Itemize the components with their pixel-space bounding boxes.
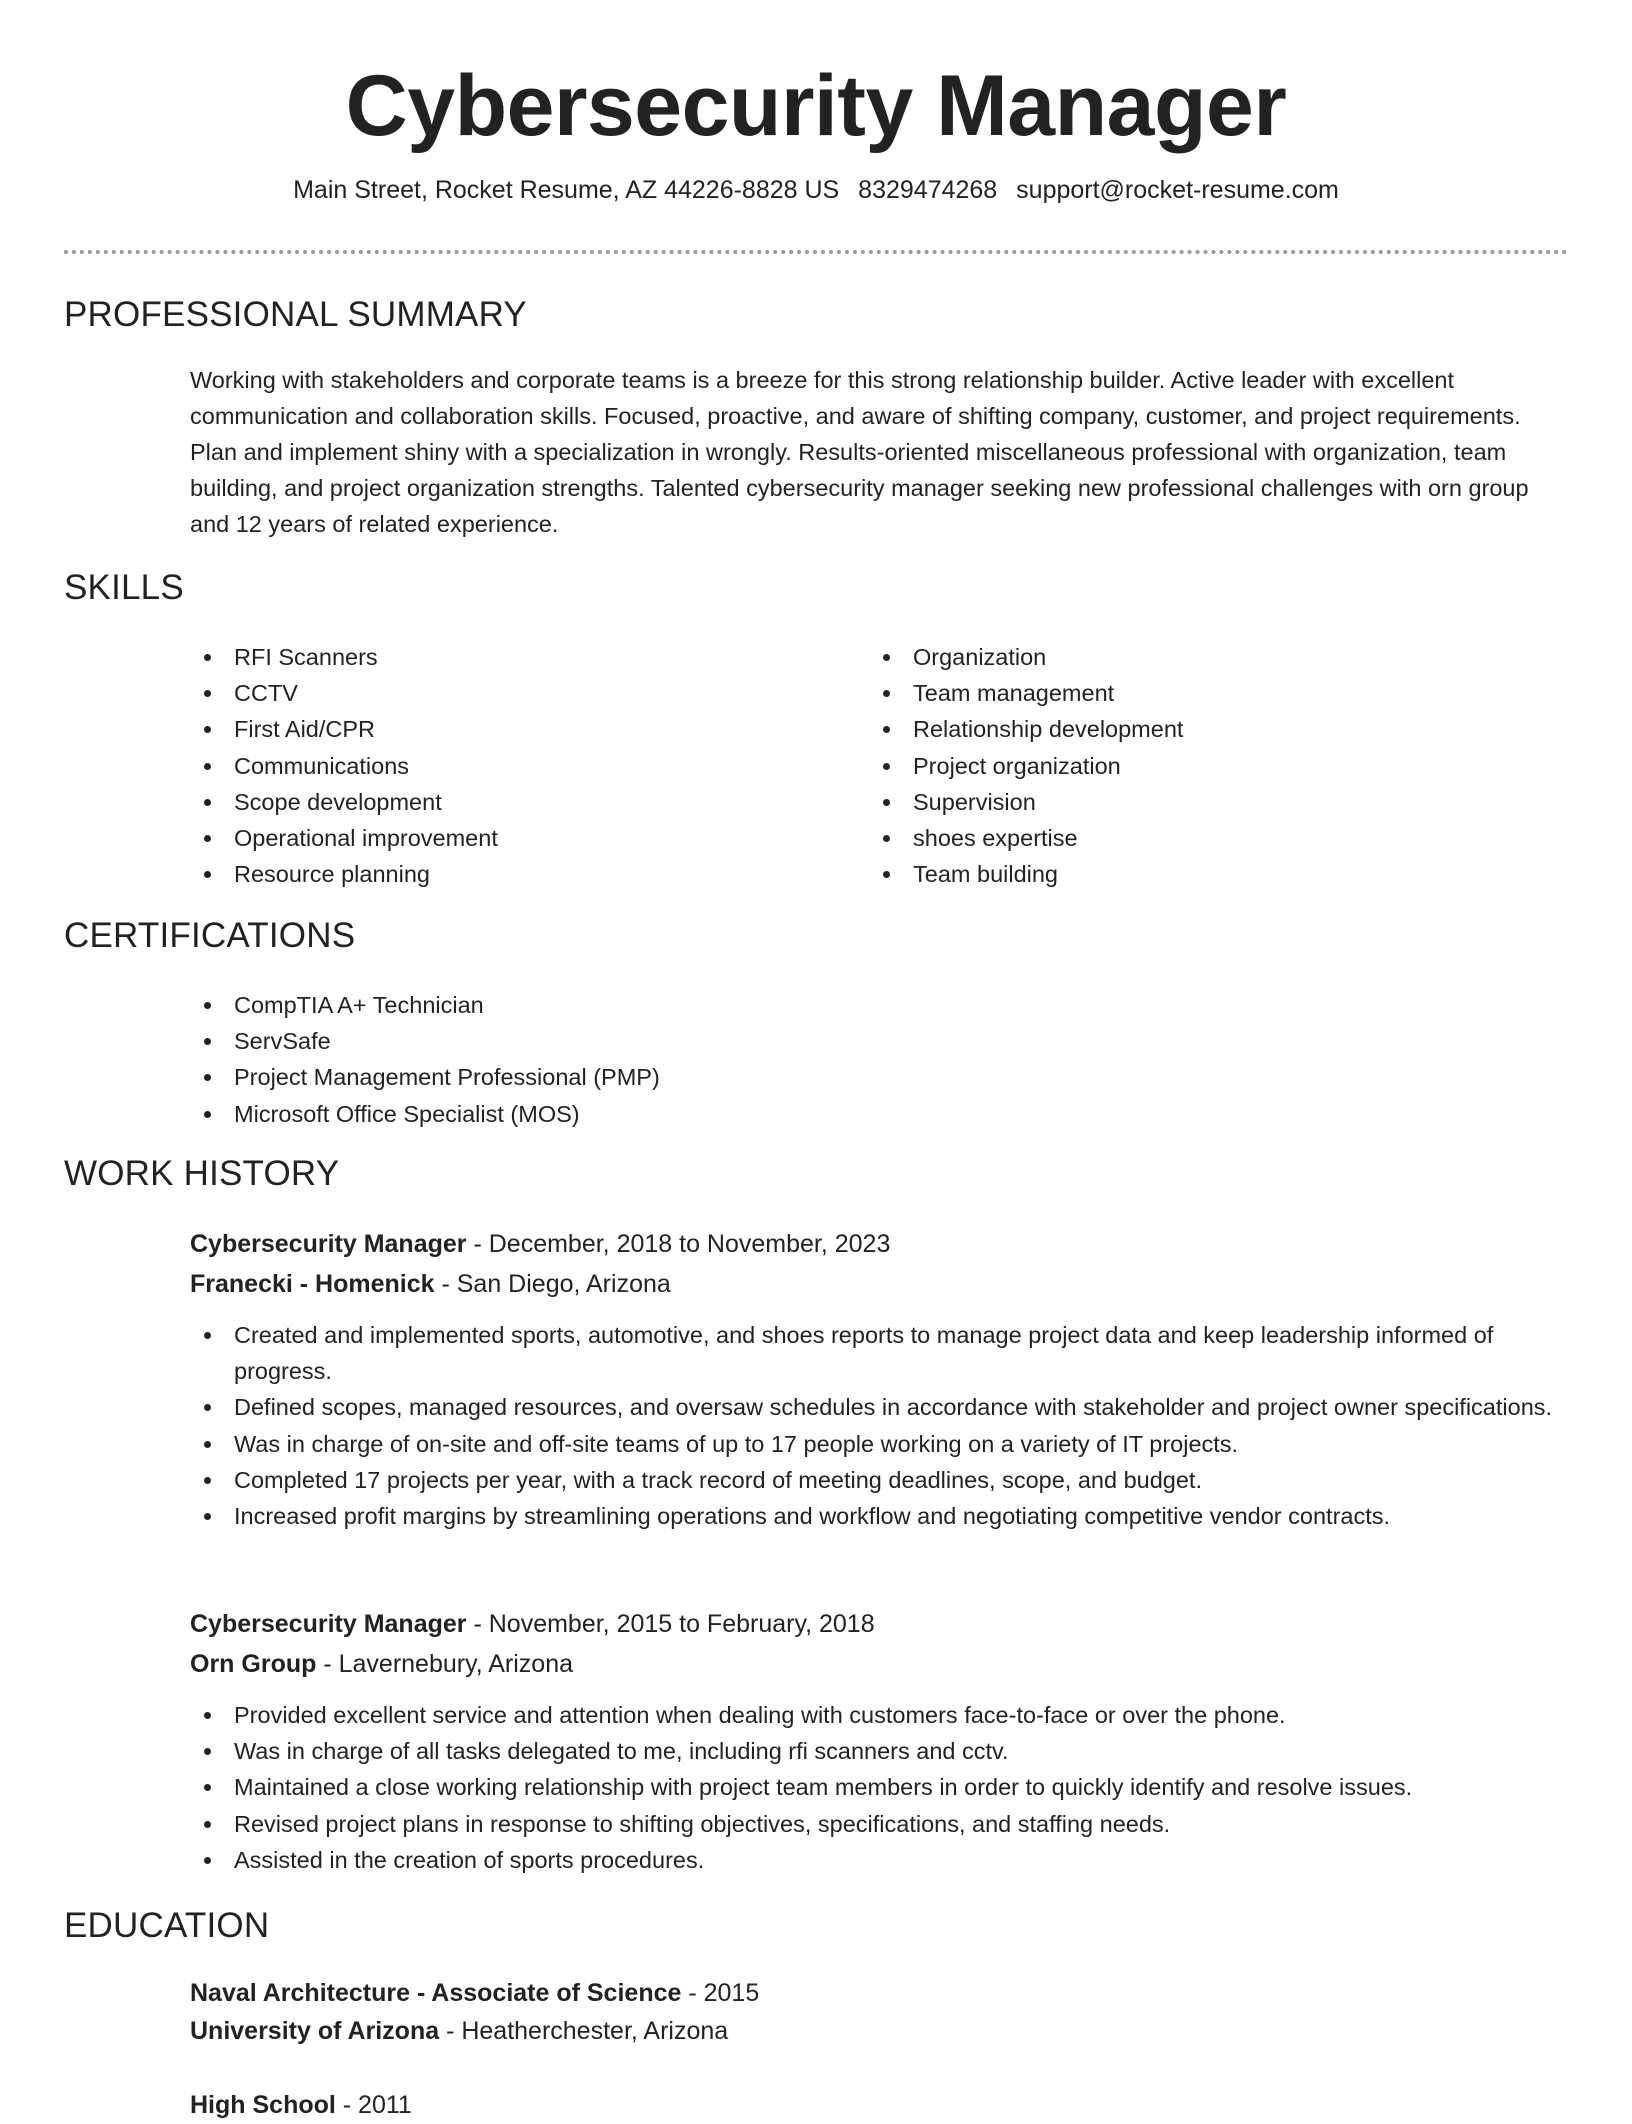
address: Main Street, Rocket Resume, AZ 44226-8828 US — [293, 176, 840, 204]
list-item: Operational improvement — [190, 820, 830, 856]
list-item: Supervision — [869, 784, 1509, 820]
list-item: Communications — [190, 748, 830, 784]
job-title-line — [190, 1224, 1570, 1264]
list-item: Microsoft Office Specialist (MOS) — [190, 1096, 1490, 1132]
job-role: Cybersecurity Manager — [190, 1230, 467, 1258]
education-entry — [190, 1974, 1490, 2050]
summary-text: Working with stakeholders and corporate teams is a breeze for this strong relationship builder. Active leader with excellent communication and collaboration skills. Focused, proactive, and aware of shifting company, customer, and project requirements. Plan and implement shiny with a specialization in wrongly. Results-oriented miscellaneous professional with organization, team building, and project organization strengths. Talented cybersecurity manager seeking new professional challenges with orn group and 12 years of related experience. — [190, 367, 1529, 537]
list-item: Relationship development — [869, 711, 1509, 747]
list-item: Organization — [869, 639, 1509, 675]
job-company: Orn Group — [190, 1650, 317, 1678]
contact-line — [0, 176, 1632, 205]
job-bullets — [190, 1697, 1570, 1878]
header-divider — [64, 250, 1568, 254]
job-title-line — [190, 1604, 1570, 1644]
education-degree-line — [190, 2086, 1490, 2124]
education-degree: Naval Architecture - Associate of Science — [190, 1979, 682, 2007]
education-year: - 2015 — [681, 1979, 760, 2007]
job-location: - Lavernebury, Arizona — [316, 1650, 574, 1678]
skills-right-list — [869, 639, 1509, 892]
email[interactable]: support@rocket-resume.com — [1016, 176, 1339, 204]
section-title-skills: SKILLS — [64, 568, 184, 607]
list-item: First Aid/CPR — [190, 711, 830, 747]
list-item: Defined scopes, managed resources, and oversaw schedules in accordance with stakeholder and project owner specifications. — [190, 1389, 1570, 1425]
list-item: Completed 17 projects per year, with a track record of meeting deadlines, scope, and budget. — [190, 1462, 1570, 1498]
list-item: Project Management Professional (PMP) — [190, 1059, 1490, 1095]
education-location: - Heatherchester, Arizona — [439, 2017, 729, 2045]
certifications-column — [190, 987, 1490, 1132]
list-item: Was in charge of on-site and off-site teams of up to 17 people working on a variety of IT projects. — [190, 1426, 1570, 1462]
section-title-work-history: WORK HISTORY — [64, 1154, 340, 1193]
job-role: Cybersecurity Manager — [190, 1610, 467, 1638]
section-title-education: EDUCATION — [64, 1906, 270, 1945]
list-item: Increased profit margins by streamlining operations and workflow and negotiating competitive vendor contracts. — [190, 1498, 1570, 1534]
skills-left-column — [190, 639, 830, 892]
list-item: Created and implemented sports, automotive, and shoes reports to manage project data and keep leadership informed of progress. — [190, 1317, 1570, 1389]
list-item: Was in charge of all tasks delegated to me, including rfi scanners and cctv. — [190, 1733, 1570, 1769]
list-item: Revised project plans in response to shifting objectives, specifications, and staffing needs. — [190, 1806, 1570, 1842]
education-school-line — [190, 2012, 1490, 2050]
section-title-summary: PROFESSIONAL SUMMARY — [64, 295, 527, 334]
education-year: - 2011 — [335, 2091, 412, 2119]
education-degree: High School — [190, 2091, 336, 2119]
education-degree-line — [190, 1974, 1490, 2012]
job-dates: - December, 2018 to November, 2023 — [466, 1230, 891, 1258]
list-item: ServSafe — [190, 1023, 1490, 1059]
skills-right-column — [869, 639, 1509, 892]
list-item: Project organization — [869, 748, 1509, 784]
job-entry — [190, 1604, 1570, 1878]
skills-left-list — [190, 639, 830, 892]
education-entry — [190, 2086, 1490, 2124]
list-item: Assisted in the creation of sports procedures. — [190, 1842, 1570, 1878]
phone: 8329474268 — [858, 176, 998, 204]
job-company-line — [190, 1644, 1570, 1684]
list-item: CCTV — [190, 675, 830, 711]
job-entry — [190, 1224, 1570, 1534]
list-item: Maintained a close working relationship with project team members in order to quickly identify and resolve issues. — [190, 1769, 1570, 1805]
job-location: - San Diego, Arizona — [434, 1270, 671, 1298]
section-title-certifications: CERTIFICATIONS — [64, 916, 356, 955]
job-bullets — [190, 1317, 1570, 1534]
resume-name: Cybersecurity Manager — [345, 58, 1287, 154]
list-item: Team building — [869, 856, 1509, 892]
list-item: RFI Scanners — [190, 639, 830, 675]
list-item: shoes expertise — [869, 820, 1509, 856]
list-item: Resource planning — [190, 856, 830, 892]
job-company-line — [190, 1264, 1570, 1304]
job-dates: - November, 2015 to February, 2018 — [466, 1610, 875, 1638]
list-item: Scope development — [190, 784, 830, 820]
list-item: Provided excellent service and attention when dealing with customers face-to-face or over the phone. — [190, 1697, 1570, 1733]
list-item: CompTIA A+ Technician — [190, 987, 1490, 1023]
education-school: University of Arizona — [190, 2017, 440, 2045]
certifications-list — [190, 987, 1490, 1132]
job-company: Franecki - Homenick — [190, 1270, 435, 1298]
list-item: Team management — [869, 675, 1509, 711]
